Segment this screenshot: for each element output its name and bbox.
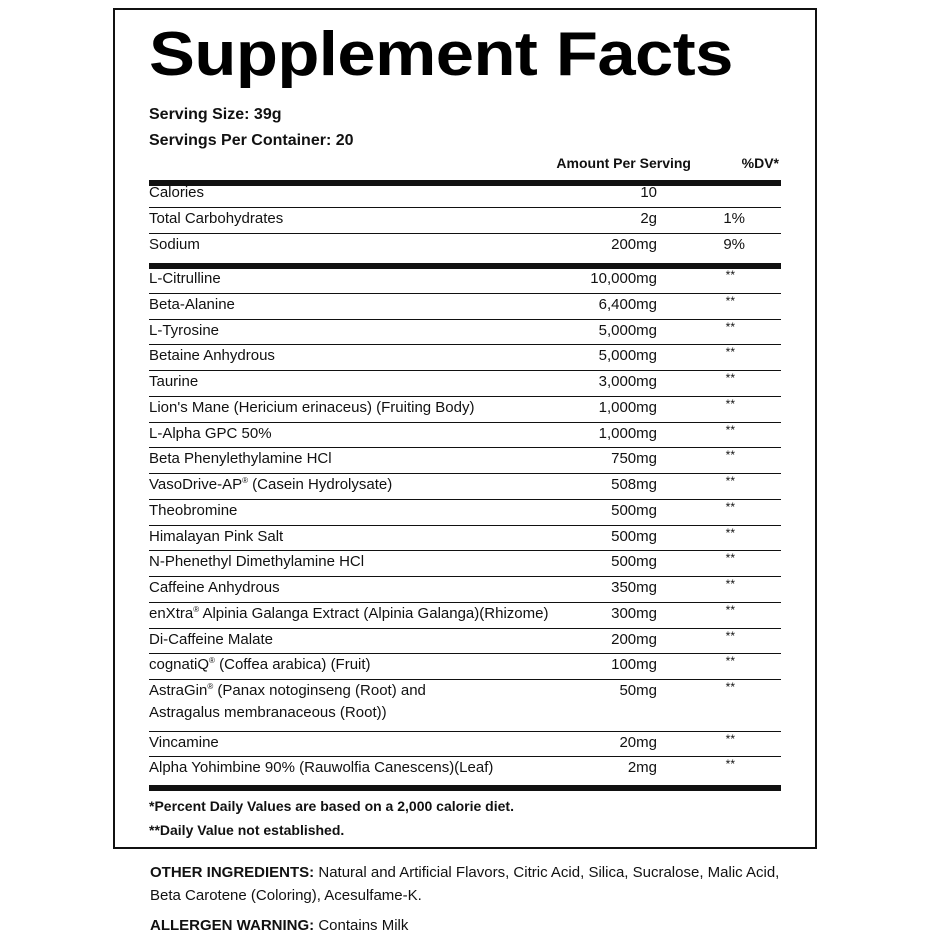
- row-name: AstraGin® (Panax notoginseng (Root) and Astragalus membranaceous (Root)): [149, 682, 426, 721]
- row-amount: 750mg: [611, 450, 657, 468]
- row-name: Betaine Anhydrous: [149, 347, 275, 365]
- row-name: Total Carbohydrates: [149, 209, 284, 227]
- row-dv: **: [725, 654, 735, 669]
- panel-title: Supplement Facts: [149, 20, 733, 89]
- bottom-thick-rule: [149, 785, 781, 791]
- supplement-facts-panel: [113, 8, 817, 849]
- row-name: L-Citrulline: [149, 270, 221, 287]
- row-dv: **: [725, 319, 735, 334]
- row-dv: **: [725, 680, 735, 694]
- row-divider: [149, 653, 781, 654]
- row-amount: 100mg: [611, 656, 657, 674]
- other-ingredients-text: Natural and Artificial Flavors, Citric Acid, Silica, Sucralose, Malic Acid, Beta Carotene (Coloring), Acesulfame-K.: [150, 864, 780, 904]
- row-amount: 3,000mg: [598, 373, 657, 390]
- not-established-footnote: **Daily Value not established.: [149, 822, 345, 838]
- row-name: Di-Caffeine Malate: [149, 630, 273, 648]
- row-divider: [149, 602, 781, 603]
- row-name: Caffeine Anhydrous: [149, 579, 280, 596]
- dv-footnote: *Percent Daily Values are based on a 2,000 calorie diet.: [149, 798, 514, 814]
- row-divider: [149, 207, 781, 208]
- row-name: L-Alpha GPC 50%: [149, 424, 272, 442]
- row-amount: 5,000mg: [598, 347, 657, 365]
- row-divider: [149, 679, 781, 680]
- row-amount: 300mg: [611, 604, 657, 622]
- row-dv: **: [725, 293, 735, 308]
- row-amount: 508mg: [611, 476, 657, 493]
- row-divider: [149, 319, 781, 320]
- row-amount: 2mg: [627, 759, 657, 777]
- row-divider: [149, 370, 781, 371]
- serving-size: Serving Size: 39g: [149, 106, 282, 123]
- row-name: Calories: [149, 184, 205, 201]
- row-dv: 1%: [723, 209, 745, 227]
- mid-thick-rule: [149, 263, 781, 269]
- row-dv: **: [725, 422, 735, 437]
- row-dv: **: [725, 345, 735, 360]
- row-dv: **: [725, 371, 735, 385]
- row-name: Alpha Yohimbine 90% (Rauwolfia Canescens)(Leaf): [149, 759, 494, 777]
- row-name: VasoDrive-AP® (Casein Hydrolysate): [149, 476, 393, 493]
- row-divider: [149, 293, 781, 294]
- row-amount: 1,000mg: [598, 398, 657, 416]
- row-dv: **: [725, 525, 735, 540]
- allergen-warning: [150, 918, 408, 933]
- row-divider: [149, 447, 781, 448]
- row-divider: [149, 731, 781, 732]
- row-name: Himalayan Pink Salt: [149, 527, 284, 545]
- amount-column-header: Amount Per Serving: [556, 155, 691, 171]
- row-amount: 10: [640, 184, 657, 201]
- row-amount: 10,000mg: [590, 270, 657, 287]
- row-dv: **: [725, 474, 735, 488]
- row-amount: 20mg: [619, 733, 657, 751]
- allergen-text: Contains Milk: [314, 917, 409, 934]
- row-dv: **: [725, 396, 735, 411]
- row-amount: 200mg: [611, 630, 657, 648]
- row-dv: **: [725, 268, 735, 282]
- row-dv: **: [725, 602, 735, 617]
- row-dv: **: [725, 499, 735, 514]
- row-divider: [149, 550, 781, 551]
- row-divider: [149, 473, 781, 474]
- row-divider: [149, 576, 781, 577]
- row-divider: [149, 756, 781, 757]
- row-divider: [149, 233, 781, 234]
- row-name: Theobromine: [149, 501, 238, 519]
- row-name: Vincamine: [149, 733, 219, 751]
- row-dv: **: [725, 757, 735, 772]
- other-ingredients: [150, 861, 790, 907]
- row-dv: **: [725, 551, 735, 566]
- row-divider: [149, 396, 781, 397]
- row-name: N-Phenethyl Dimethylamine HCl: [149, 553, 365, 571]
- row-name: Sodium: [149, 235, 200, 253]
- row-amount: 5,000mg: [598, 321, 657, 339]
- row-divider: [149, 422, 781, 423]
- other-ingredients-label: OTHER INGREDIENTS:: [150, 864, 315, 881]
- row-dv: 9%: [723, 235, 745, 253]
- row-name: Beta Phenylethylamine HCl: [149, 450, 332, 468]
- allergen-label: ALLERGEN WARNING:: [150, 917, 315, 934]
- row-amount: 50mg: [619, 682, 657, 699]
- row-amount: 500mg: [611, 553, 657, 571]
- row-name: Lion's Mane (Hericium erinaceus) (Fruiting Body): [149, 398, 475, 416]
- row-dv: **: [725, 448, 735, 463]
- row-divider: [149, 628, 781, 629]
- row-name: L-Tyrosine: [149, 321, 220, 339]
- row-dv: **: [725, 577, 735, 591]
- row-name: enXtra® Alpinia Galanga Extract (Alpinia Galanga)(Rhizome): [149, 604, 549, 622]
- row-amount: 2g: [640, 209, 657, 227]
- row-amount: 350mg: [611, 579, 657, 596]
- row-amount: 200mg: [611, 235, 657, 253]
- row-divider: [149, 344, 781, 345]
- dv-column-header: %DV*: [741, 155, 779, 171]
- row-divider: [149, 525, 781, 526]
- row-amount: 500mg: [611, 501, 657, 519]
- row-name: Taurine: [149, 373, 199, 390]
- row-amount: 6,400mg: [598, 295, 657, 313]
- servings-per-container: Servings Per Container: 20: [149, 132, 354, 149]
- row-amount: 500mg: [611, 527, 657, 545]
- row-dv: **: [725, 628, 735, 643]
- row-name: cognatiQ® (Coffea arabica) (Fruit): [149, 656, 371, 674]
- row-dv: **: [725, 731, 735, 746]
- row-amount: 1,000mg: [598, 424, 657, 442]
- row-divider: [149, 499, 781, 500]
- row-name: Beta-Alanine: [149, 295, 235, 313]
